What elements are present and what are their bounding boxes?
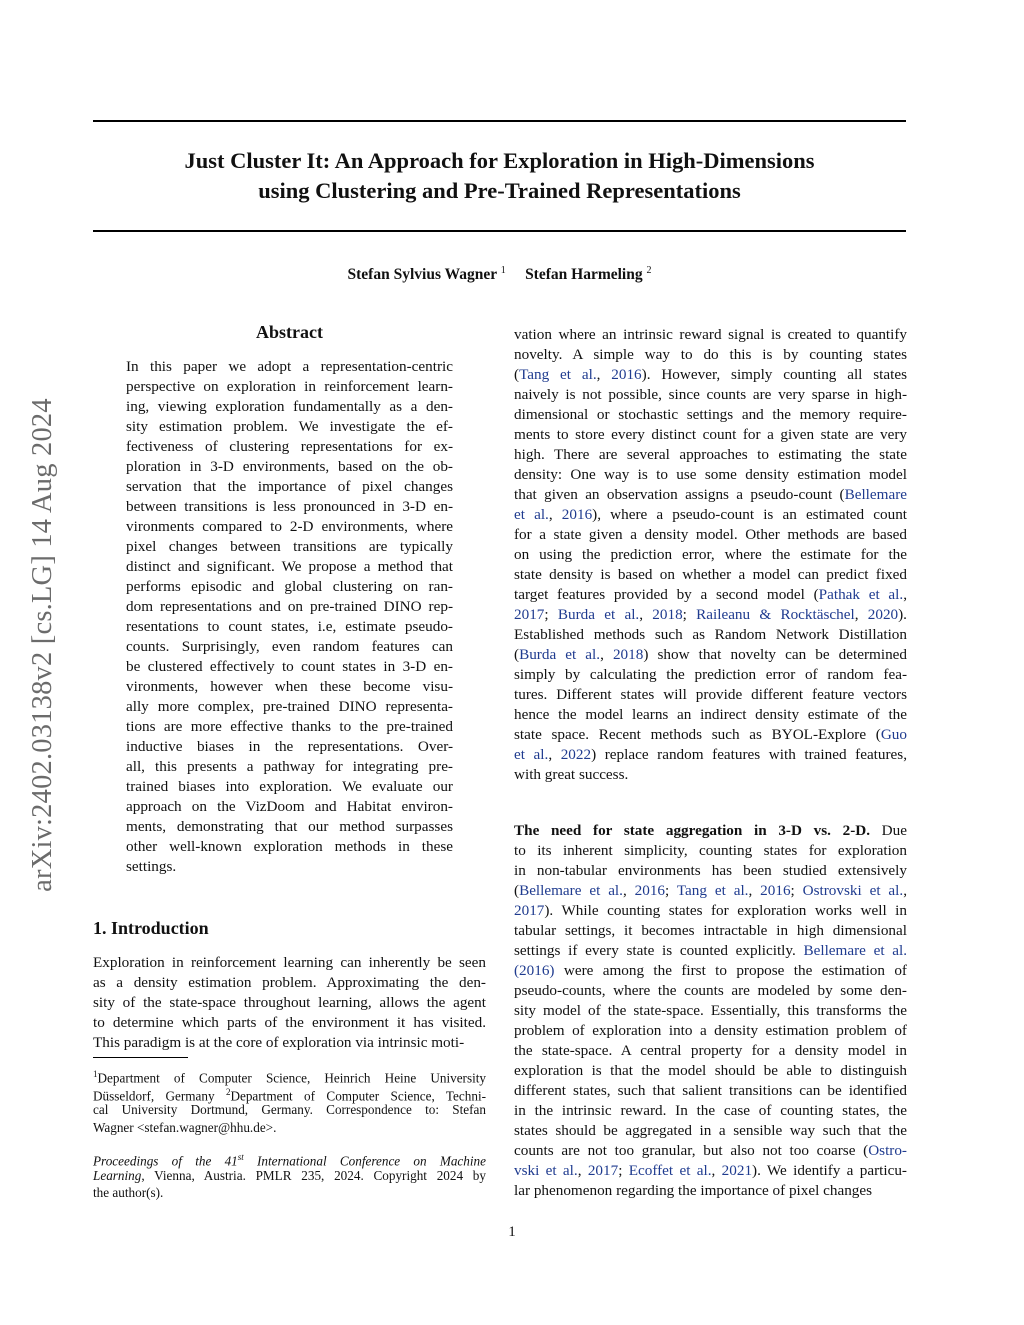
- text-line: simply by calculating the prediction error of random fea-: [514, 666, 907, 683]
- text-line: trained biases into exploration. We evaluate our: [126, 778, 453, 795]
- author-name: Stefan Sylvius Wagner: [347, 266, 497, 284]
- text-line: settings.: [126, 858, 177, 875]
- citation-link[interactable]: Guo: [880, 726, 907, 743]
- right-column-paragraph-2: [514, 821, 907, 1201]
- text-line: pixel changes between transitions are typically: [126, 538, 453, 555]
- citation-link[interactable]: Bellemare et al.: [519, 882, 623, 899]
- text-line: different states, such that salient transitions can be identified: [514, 1082, 907, 1099]
- text-line: exploration is that the model should be able to distinguish: [514, 1062, 907, 1079]
- citation-link[interactable]: 2016: [634, 882, 666, 899]
- text-line: performs episodic and global clustering on ran-: [126, 578, 453, 595]
- text-line: in the intrinsic reward. In the case of counting states, the: [514, 1102, 907, 1119]
- text-line: tabular settings, it becomes intractable in high dimensional: [514, 922, 907, 939]
- text-line: hence the model learns an indirect density estimate of the: [514, 706, 907, 723]
- text-line: ments to store every distinct count for a given state are very: [514, 426, 907, 443]
- citation-link[interactable]: 2020: [867, 606, 899, 623]
- citation-link[interactable]: 2022: [560, 746, 592, 763]
- text-line: 2017; Burda et al., 2018; Raileanu & Rocktäschel, 2020).: [514, 606, 907, 623]
- title-bottom-rule: [93, 230, 906, 232]
- text-line: with great success.: [514, 766, 629, 783]
- citation-link[interactable]: Bellemare: [844, 486, 907, 503]
- text-line: tions are more effective thanks to the pre-trained: [126, 718, 453, 735]
- text-line: sity model of the state-space. Essentially, this transforms the: [514, 1002, 907, 1019]
- paragraph-first-line: The need for state aggregation in 3-D vs. 2-D. Due: [514, 822, 907, 839]
- citation-link[interactable]: 2017: [587, 1162, 619, 1179]
- footnote-mark: 2: [225, 1086, 231, 1097]
- citation-link[interactable]: 2016: [760, 882, 791, 899]
- introduction-body: [93, 953, 486, 1053]
- text-line: between transitions is less pronounced in 3-D en-: [126, 498, 453, 515]
- text-line: sity estimation problem. We investigate the ef-: [126, 418, 453, 435]
- author-list: [93, 265, 906, 284]
- citation-link[interactable]: Tang et al.: [519, 366, 597, 383]
- citation-link[interactable]: 2017: [514, 902, 545, 919]
- text-line: Established methods such as Random Network Distillation: [514, 626, 907, 643]
- text-line: state density is based on whether a model can predict fixed: [514, 566, 907, 583]
- section-heading-introduction: 1. Introduction: [93, 918, 209, 938]
- text-line: all, this presents a pathway for integrating pre-: [126, 758, 453, 775]
- text-line: other well-known exploration methods in these: [126, 838, 453, 855]
- text-line: for a state given a density model. Other methods are based: [514, 526, 907, 543]
- citation-link[interactable]: Burda et al.: [519, 646, 601, 663]
- text-line: et al., 2016), where a pseudo-count is an estimated count: [514, 506, 908, 523]
- text-line: ing, viewing exploration fundamentally as a den-: [126, 398, 453, 415]
- title-top-rule: [93, 120, 906, 122]
- text-line: the state-space. A central property for a density model in: [514, 1042, 907, 1059]
- citation-link[interactable]: Ecoffet et al.: [628, 1162, 712, 1179]
- text-line: tures. Different states will provide different feature vectors: [514, 686, 907, 703]
- title-line-1: Just Cluster It: An Approach for Exploration in High-Dimensions: [184, 148, 815, 173]
- text-line: to its inherent simplicity, counting states for exploration: [514, 842, 907, 859]
- right-column-paragraph-1: [514, 325, 907, 785]
- text-line: servation that the importance of pixel changes: [126, 478, 453, 495]
- text-line: (Bellemare et al., 2016; Tang et al., 2016; Ostrovski et al.,: [514, 882, 907, 899]
- text-line: 2017). While counting states for exploration works well in: [514, 902, 907, 919]
- text-line: as a density estimation problem. Approximating the den-: [93, 974, 486, 991]
- text-line: approach on the VizDoom and Habitat environ-: [126, 798, 453, 815]
- text-line: et al., 2022) replace random features with trained features,: [514, 746, 908, 763]
- text-line: target features provided by a second model (Pathak et al.,: [514, 586, 907, 603]
- paper-title: [93, 146, 906, 206]
- text-line: density: One way is to use some density estimation model: [514, 466, 907, 483]
- citation-link[interactable]: Bellemare et al.: [803, 942, 907, 959]
- text-line: fectiveness of clustering representations for ex-: [126, 438, 453, 455]
- citation-link[interactable]: Raileanu & Rocktäschel: [696, 606, 855, 623]
- text-line: be clustered effectively to count states in 3-D en-: [126, 658, 453, 675]
- citation-link[interactable]: Pathak et al.: [818, 586, 904, 603]
- text-line: problem of exploration into a density estimation problem of: [514, 1022, 907, 1039]
- text-line: Exploration in reinforcement learning can inherently be seen: [93, 954, 486, 971]
- text-line: to determine which parts of the environment it has visited.: [93, 1014, 486, 1031]
- text-line: vironments compared to 2-D environments, where: [126, 518, 453, 535]
- text-line: perspective on exploration in reinforcement learn-: [126, 378, 453, 395]
- text-line: distinct and significant. We propose a method that: [126, 558, 453, 575]
- text-line: pseudo-counts, where the counts are modeled by some den-: [514, 982, 907, 999]
- arxiv-identifier: arXiv:2402.03138v2 [cs.LG] 14 Aug 2024: [27, 398, 58, 892]
- text-line: that given an observation assigns a pseudo-count (Bellemare: [514, 486, 907, 503]
- correspondence-email: Wagner <stefan.wagner@hhu.de>.: [93, 1119, 277, 1135]
- text-line: in non-tabular environments has been studied extensively: [514, 862, 907, 879]
- citation-link[interactable]: 2016: [611, 366, 642, 383]
- text-line: dom representations and on pre-trained DINO rep-: [126, 598, 453, 615]
- text-line: sity of the state-space throughout learning, allows the agent: [93, 994, 486, 1011]
- page-number: 1: [508, 1224, 516, 1240]
- title-line-2: using Clustering and Pre-Trained Representations: [258, 178, 741, 203]
- text-line: vironments, however when these become visu-: [126, 678, 453, 695]
- affiliation-footnote: $^1$Department of Computer Science, Heinrich Heine University Düsseldorf, Germany $^2$Department of Computer Science, Techni- cal University Dortmund, Germany. Correspondence to: Stefan Wagner <stefan.wagner@hhu.de>.: [93, 1069, 487, 1135]
- citation-link[interactable]: 2021: [721, 1162, 753, 1179]
- footnote-rule: [93, 1057, 188, 1058]
- arxiv-sidebar-stamp: [22, 345, 64, 945]
- text-line: ments, demonstrating that our method surpasses: [126, 818, 453, 835]
- abstract-heading: Abstract: [256, 322, 323, 342]
- citation-link[interactable]: (2016): [514, 962, 555, 979]
- citation-link[interactable]: Tang et al.: [676, 882, 749, 899]
- citation-link[interactable]: 2018: [652, 606, 683, 623]
- text-line: high. There are several approaches to estimating the state: [514, 446, 907, 463]
- proceedings-note: Proceedings of the 41st International Conference on Machine Learning, Vienna, Austria. PMLR 235, 2024. Copyright 2024 by the author(s).: [93, 1152, 486, 1200]
- author-name: Stefan Harmeling: [525, 266, 643, 284]
- citation-link[interactable]: et al.: [514, 746, 549, 763]
- citation-link[interactable]: 2017: [514, 606, 545, 623]
- citation-link[interactable]: Burda et al.: [557, 606, 640, 623]
- text-line: (Tang et al., 2016). However, simply counting all states: [514, 366, 907, 383]
- affiliation-mark: 2: [646, 265, 652, 276]
- text-line: counts. Surprisingly, even random features can: [126, 638, 453, 655]
- citation-link[interactable]: 2018: [612, 646, 644, 663]
- text-line: dimensional or stochastic settings and the memory require-: [514, 406, 907, 423]
- text-line: vski et al., 2017; Ecoffet et al., 2021). We identify a particu-: [514, 1162, 907, 1179]
- citation-link[interactable]: 2016: [561, 506, 593, 523]
- text-line: ploration in 3-D environments, based on the ob-: [126, 458, 453, 475]
- paragraph-heading: The need for state aggregation in 3-D vs. 2-D.: [514, 822, 871, 839]
- text-line: ally more complex, pre-trained DINO representa-: [126, 698, 453, 715]
- citation-link[interactable]: Ostro-: [868, 1142, 907, 1159]
- citation-link[interactable]: et al.: [514, 506, 549, 523]
- text-line: (Burda et al., 2018) show that novelty can be determined: [514, 646, 907, 663]
- affiliation-mark: 1: [500, 265, 506, 276]
- text-line: naively is not possible, since counts are very sparse in high-: [514, 386, 907, 403]
- text-line: state space. Recent methods such as BYOL-Explore (Guo: [514, 726, 907, 743]
- text-line: states should be aggregated in a sensible way such that the: [514, 1122, 907, 1139]
- text-line: on using the prediction error, where the estimate for the: [514, 546, 907, 563]
- text-line: In this paper we adopt a representation-centric: [126, 358, 453, 375]
- citation-link[interactable]: vski et al.: [514, 1162, 578, 1179]
- text-line: counts are not too granular, but also not too coarse (Ostro-: [514, 1142, 907, 1159]
- text-line: lar phenomenon regarding the importance of pixel changes: [514, 1182, 873, 1199]
- footnote-mark: 1: [93, 1069, 98, 1079]
- text-line: This paradigm is at the core of exploration via intrinsic moti-: [93, 1034, 465, 1051]
- text-line: (2016) were among the first to propose the estimation of: [514, 962, 907, 979]
- text-line: novelty. A simple way to do this is by counting states: [514, 346, 907, 363]
- text-line: settings if every state is counted explicitly. Bellemare et al.: [514, 942, 907, 959]
- abstract-body: [126, 357, 453, 877]
- citation-link[interactable]: Ostrovski et al.: [802, 882, 904, 899]
- text-line: resentations to count states, i.e, estimate pseudo-: [126, 618, 453, 635]
- text-line: inductive biases in the representations. Over-: [126, 738, 453, 755]
- text-line: vation where an intrinsic reward signal is created to quantify: [514, 326, 907, 343]
